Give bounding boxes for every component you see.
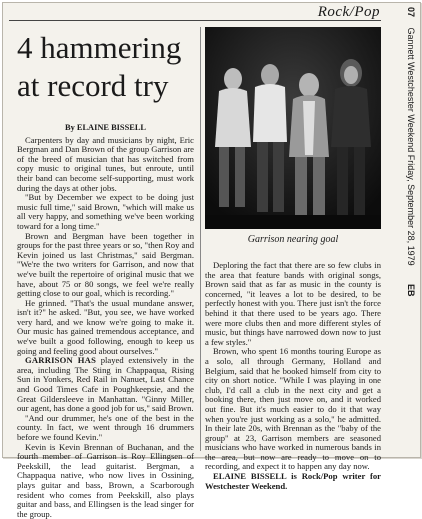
paragraph: He grinned. "That's the usual mundane answer, isn't it?" he asked. "But, you see, we have worked very hard, and we know we're going to make it. Our music has gained tremendous acceptance, and we've built a good following, enough to keep us going and feeling good about ourselves."	[17, 297, 194, 356]
paragraph-touring	[17, 356, 194, 414]
paragraph: "And our drummer, he's one of the best in the county. In fact, we went through 16 drummers before we found Kevin."	[17, 412, 194, 442]
paragraph: "But by December we expect to be doing just music full time," said Brown, "which will make us all very happy, and something we've been working toward for a long time."	[17, 192, 194, 231]
article-column-right	[205, 260, 381, 491]
paragraph: Brown, who spent 16 months touring Europe as a solo, all through Germany, Holland and Belgium, said that he booked himself from city to city on short notice. "While I was playing in one club, I'd call a club in the next city and get a booking there, then just move on, and it worked out fine. But it's much easier to do it that way when you're just working as a solo," he admitted. In their late 20s, with Brennan as the "baby of the group" at 23, Garrison members are seasoned musicians who have worked in numerous bands in the area, but now are ready to move on to recording, and expect it to happen any day now.	[205, 346, 381, 472]
paragraph: Brown and Bergman have been together in groups for the past three years or so, "then Roy and Kevin joined us last Christmas," said Bergman. "We're the two writers for Garrison, and now that we've built the repertoire of original music that we have, about 75 or 80 songs, we feel we're really getting close to our goal, which is recording."	[17, 230, 194, 299]
section-title: Rock/Pop	[317, 4, 380, 20]
article-column-left	[17, 123, 194, 519]
author-signoff: ELAINE BISSELL is Rock/Pop writer for Westchester Weekend.	[205, 471, 381, 491]
top-rule	[9, 20, 381, 21]
byline: By ELAINE BISSELL	[65, 123, 146, 132]
photo-caption: Garrison nearing goal	[247, 234, 339, 245]
paragraph: Deploring the fact that there are so few clubs in the area that feature bands with original songs, Brown said that as far as music in the county is concerned, "it leaves a lot to be desired, to be perfectly honest with you. There just isn't the force behind it that there used to be years ago. There were more clubs then and more different styles of music, but things have narrowed down now to just a few styles."	[205, 260, 381, 347]
page-sidebar	[403, 7, 419, 453]
paragraph: Carpenters by day and musicians by night, Eric Bergman and Dan Brown of the group Garrison are of the breed of musician that has switched from copy music to original tunes, but enroute, until their band can become self-supporting, must work during the days at other jobs.	[17, 134, 194, 193]
headline-line-2: at record try	[17, 68, 169, 103]
newspaper-clipping	[2, 2, 421, 519]
band-photo	[205, 27, 381, 229]
subhead-lead: GARRISON HAS	[25, 355, 97, 366]
paragraph: Kevin is Kevin Brennan of Buchanan, and the fourth member of Garrison is Roy Ellingsen of Peekskill, the lead guitarist. Bergman, a Chappaqua native, who now lives in Ossining, plays guitar and bass, Brown, a Scarborough resident who comes from Peekskill, also plays guitar and bass, and Ellingsen is the lead singer for the group.	[17, 441, 194, 519]
editor-initials: EB	[406, 284, 416, 297]
paragraph-text: played extensively in the area, including The Sting in Chappaqua, Rising Sun in Yonkers, Red Rail in Nanuet, Last Chance and Good Times Cafe in Poughkeepsie, and the Great Gildersleeve in Manhattan. "Ginny Miller, our agent, has done a good job for us," said Brown.	[17, 355, 194, 414]
headline-line-1: 4 hammering	[17, 30, 182, 65]
column-divider	[200, 27, 201, 451]
band-photo-image	[205, 27, 381, 229]
headline	[17, 29, 197, 105]
page-number: 07	[406, 7, 416, 18]
publication-line: Gannett Westchester Weekend Friday, September 28, 1979	[406, 27, 416, 266]
